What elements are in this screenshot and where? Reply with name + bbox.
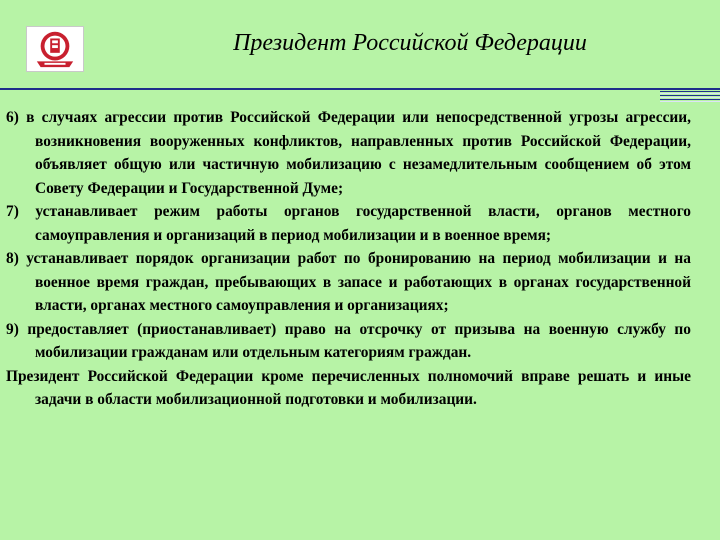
list-item-9: 9) предоставляет (приостанавливает) право на отсрочку от призыва на военную службу по мобилизации гражданам или отдельным категориям граждан.: [6, 320, 691, 361]
list-item-8: 8) устанавливает порядок организации работ по бронированию на период мобилизации и на военное время граждан, пребывающих в запасе и работающих в органах государственной власти, органах местного самоуправления и организациях;: [6, 250, 691, 314]
emblem-logo-icon: [27, 27, 83, 71]
logo: [26, 26, 84, 72]
closing-paragraph: Президент Российской Федерации кроме перечисленных полномочий вправе решать и иные задачи в области мобилизационной подготовки и мобилизации.: [6, 367, 691, 408]
main-text: [6, 106, 691, 412]
page-title: Президент Российской Федерации: [233, 30, 587, 56]
list-item-6: 6) в случаях агрессии против Российской Федерации или непосредственной угрозы агрессии, возникновения вооруженных конфликтов, направленных против Российской Федерации, объявляет общую или частичную мобилизацию с незамедлительным сообщением об этом Совету Федерации и Государственной Думе;: [6, 109, 691, 197]
header-divider: [0, 88, 720, 103]
list-item-7: 7) устанавливает режим работы органов государственной власти, органов местного самоуправления и организаций в период мобилизации и в военное время;: [6, 203, 691, 244]
